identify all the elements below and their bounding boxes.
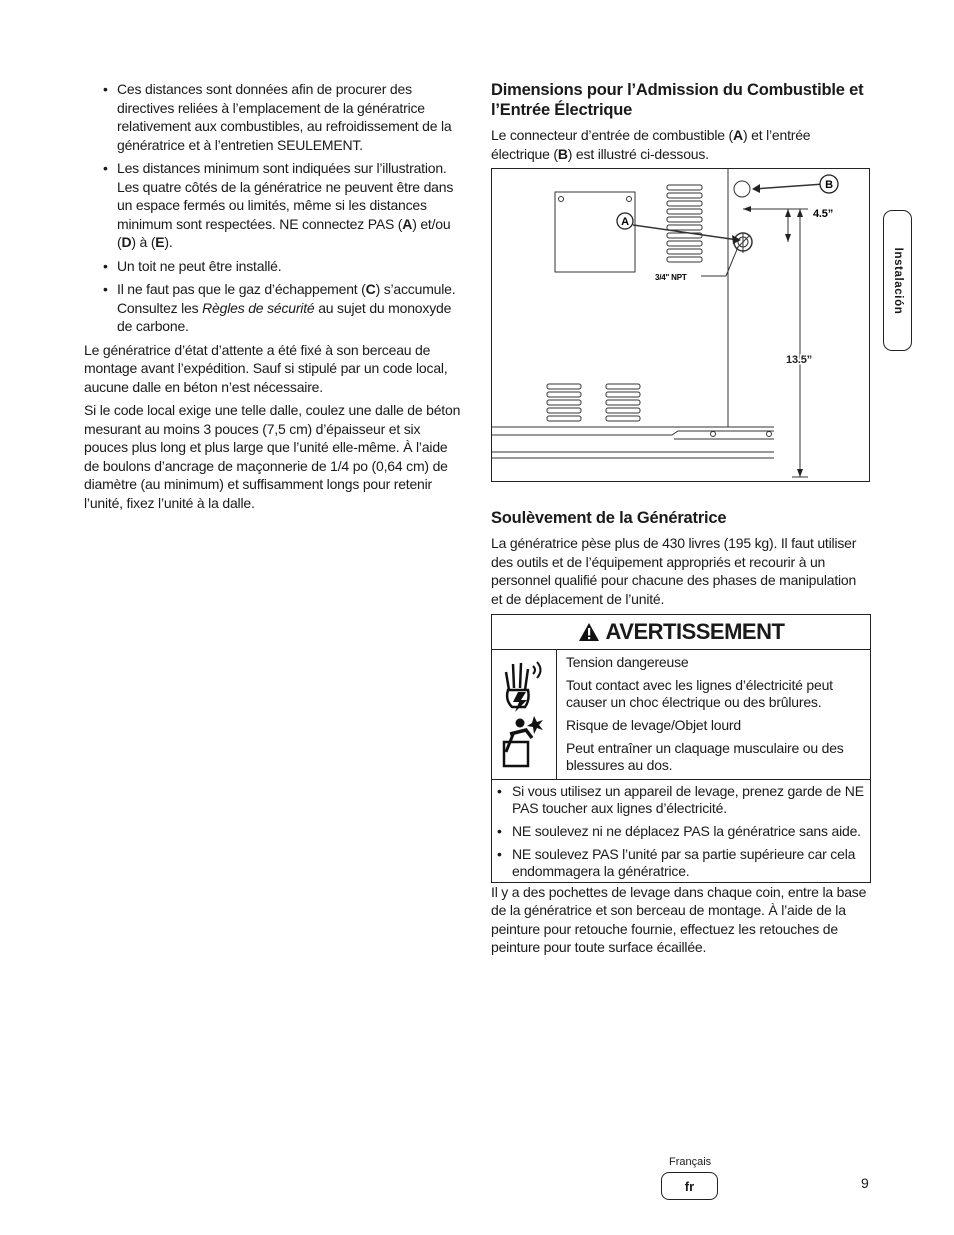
- paragraph-mounting: Le génératrice d’état d’attente a été fixé à son berceau de montage avant l’expédition. Sauf si stipulé par un code local, aucune dalle en béton n’est nécessaire.: [84, 341, 448, 395]
- paragraph-concrete-slab: Si le code local exige une telle dalle, coulez une dalle de béton mesurant au moins 3 pouces (7,5 cm) d’épaisseur et six pouces plus long et plus large que l’unité elle-même. À l’aide de boulons d’ancrage de maçonnerie de 1/4 po (0,64 cm) de diamètre (au minimum) et suffisamment longs pour retenir l’unité, fixez l’unité à la dalle.: [84, 402, 461, 511]
- section-side-tab: Instalación: [883, 210, 912, 351]
- louver-group-lower: [547, 384, 640, 421]
- hazard-icons: [492, 650, 554, 774]
- dimension-label-4-5: 4.5”: [813, 208, 833, 220]
- list-item: • NE soulevez PAS l’unité par sa partie supérieure car cela endommagera la génératrice.: [492, 846, 864, 880]
- warning-box: [491, 614, 871, 883]
- right-column: [491, 80, 871, 962]
- connector-dimension-figure: [491, 168, 870, 482]
- heavy-lifting-person-icon: [504, 716, 543, 766]
- list-item: • Il ne faut pas que le gaz d’échappement (C) s’accumule. Consultez les Règles de sécurité au sujet du monoxyde de carbone.: [84, 280, 466, 336]
- clearance-bullet-list: [84, 80, 466, 336]
- hazard-voltage-desc: Tout contact avec les lignes d’électricité peut causer un choc électrique ou des brûlures.: [566, 677, 833, 710]
- electrical-inlet: [734, 181, 750, 197]
- louver-group-upper: [667, 185, 702, 262]
- hazard-lifting-desc: Peut entraîner un claquage musculaire ou des blessures au dos.: [566, 740, 844, 773]
- warning-header: [492, 615, 870, 650]
- warning-triangle-icon: [578, 622, 600, 642]
- language-label: Français: [669, 1156, 712, 1168]
- paragraph-lifting: La génératrice pèse plus de 430 livres (195 kg). Il faut utiliser des outils et de l’équipement appropriés et recourir à un personnel qualifié pour chacune des phases de manipulation et de déplacement de l’unité.: [491, 535, 857, 607]
- svg-text:B: B: [825, 179, 833, 191]
- hazard-lifting-title: Risque de levage/Objet lourd: [566, 717, 741, 733]
- svg-text:A: A: [621, 216, 629, 228]
- list-item: • Ces distances sont données afin de procurer des directives reliées à l’emplacement de la génératrice relativement aux combustibles, au refroidissement de la génératrice et à l’entretien SEULEMENT.: [84, 80, 466, 154]
- npt-label: 3/4" NPT: [655, 273, 687, 282]
- warning-bullet-list: [492, 783, 864, 880]
- warning-title: AVERTISSEMENT: [605, 618, 785, 644]
- list-item: • Un toit ne peut être installé.: [84, 257, 466, 276]
- page-number: 9: [861, 1175, 869, 1191]
- language-code-badge: fr: [661, 1172, 718, 1200]
- list-item: • Si vous utilisez un appareil de levage, prenez garde de NE PAS toucher aux lignes d’électricité.: [492, 783, 864, 817]
- list-item: • Les distances minimum sont indiquées sur l’illustration. Les quatre côtés de la génératrice ne peuvent être dans un espace fermés ou limités, même si les distances minimum sont respectées. NE connectez PAS (A) et/ou (D) à (E).: [84, 159, 466, 252]
- left-column: [84, 80, 466, 517]
- dimension-label-13-5: 13.5”: [786, 354, 812, 366]
- generator-drawing: [492, 169, 869, 481]
- list-item: • NE soulevez ni ne déplacez PAS la génératrice sans aide.: [492, 823, 864, 840]
- section-heading-dimensions: Dimensions pour l’Admission du Combustible et l’Entrée Électrique: [491, 81, 864, 119]
- paragraph-connector-intro: Le connecteur d’entrée de combustible (A) et l’entrée électrique (B) est illustré ci-dessous.: [491, 127, 811, 162]
- section-heading-lifting: Soulèvement de la Génératrice: [491, 509, 727, 527]
- access-panel: [555, 192, 635, 272]
- paragraph-lifting-pockets: Il y a des pochettes de levage dans chaque coin, entre la base de la génératrice et son berceau de montage. À l’aide de la peinture pour retouche fournie, effectuez les retouches de peinture pour toute surface écaillée.: [491, 883, 867, 955]
- hazard-voltage-title: Tension dangereuse: [566, 654, 689, 670]
